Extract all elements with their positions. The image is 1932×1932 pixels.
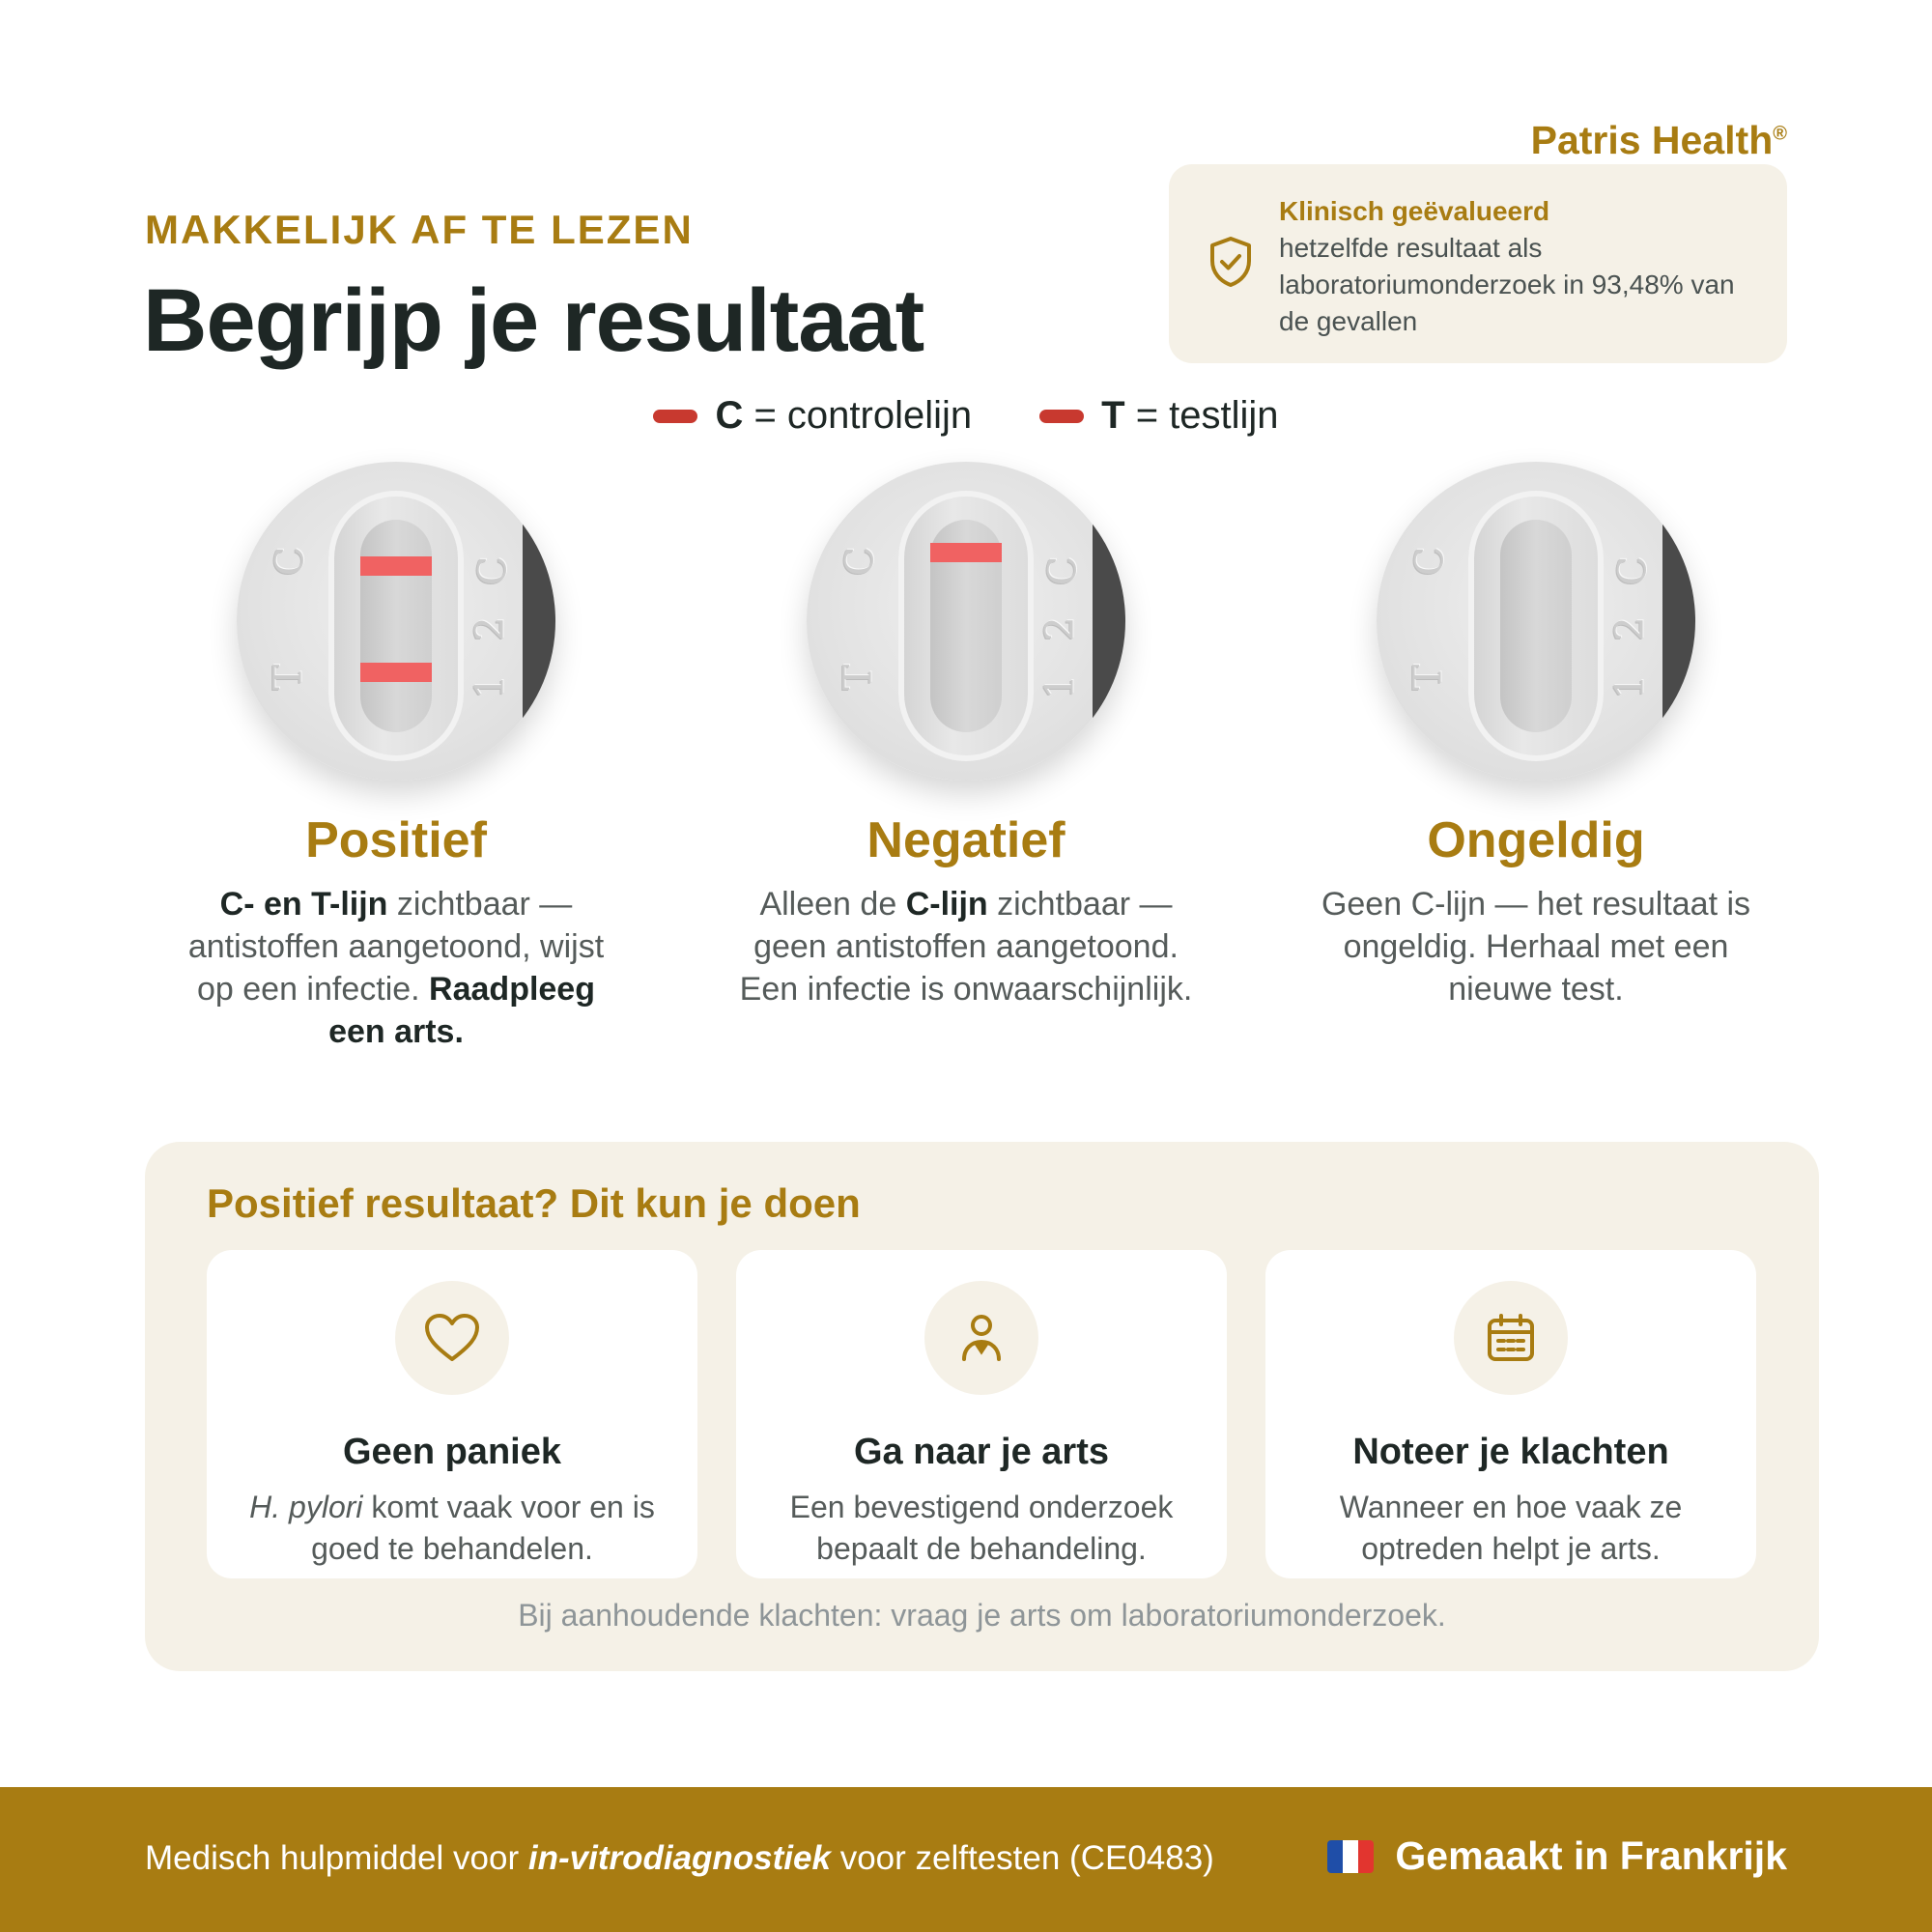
legend-control-line: C = controlelijn [653, 394, 972, 438]
result-description: Geen C-lijn — het resultaat is ongeldig. Herhaal met een nieuwe test. [1321, 886, 1751, 1008]
doctor-icon [958, 1313, 1005, 1363]
test-cassette-image: C T C 2 1 [807, 462, 1125, 781]
test-cassette-image: C T C 2 1 [1377, 462, 1695, 781]
legend-swatch [1039, 410, 1084, 423]
result-invalid [1246, 462, 1826, 1010]
brand-logo: Patris Health® [1530, 118, 1787, 162]
control-line [360, 556, 432, 576]
clinical-text: hetzelfde resultaat als laboratoriumonderzoek in 93,48% van de gevallen [1279, 233, 1735, 336]
footer-regulatory-text: Medisch hulpmiddel voor in-vitrodiagnostiek voor zelftesten (CE0483) [145, 1839, 1214, 1877]
result-title: Ongeldig [1427, 812, 1645, 868]
heart-icon [424, 1313, 480, 1363]
shield-check-icon [1208, 236, 1254, 288]
card-text: Wanneer en hoe vaak ze optreden helpt je arts. [1339, 1490, 1683, 1566]
panel-title: Positief resultaat? Dit kun je doen [207, 1180, 861, 1226]
card-title: Ga naar je arts [853, 1432, 1110, 1472]
result-description: C- en T-lijn zichtbaar — antistoffen aangetoond, wijst op een infectie. Raadpleeg een arts. [187, 886, 605, 1050]
test-cassette-image: C T C 2 1 [237, 462, 555, 781]
action-card-no-panic [207, 1250, 697, 1578]
eyebrow-label: MAKKELIJK AF TE LEZEN [145, 207, 694, 252]
result-title: Positief [305, 812, 487, 868]
clinical-badge [1169, 164, 1787, 363]
control-line [930, 543, 1002, 562]
calendar-icon [1486, 1313, 1536, 1363]
result-negative [676, 462, 1256, 1010]
clinical-title: Klinisch geëvalueerd [1279, 196, 1550, 226]
panel-note: Bij aanhoudende klachten: vraag je arts om laboratoriumonderzoek. [518, 1598, 1446, 1633]
page-title: Begrijp je resultaat [143, 271, 924, 370]
action-card-symptoms [1265, 1250, 1756, 1578]
result-description: Alleen de C-lijn zichtbaar — geen antistoffen aangetoond. Een infectie is onwaarschijnlijk. [739, 886, 1193, 1008]
card-title: Noteer je klachten [1352, 1432, 1669, 1472]
test-line [360, 663, 432, 682]
france-flag-icon [1327, 1840, 1374, 1873]
line-legend [0, 394, 1932, 438]
result-title: Negatief [867, 812, 1065, 868]
positive-actions-panel [145, 1142, 1819, 1671]
legend-swatch [653, 410, 697, 423]
legend-test-line: T = testlijn [1039, 394, 1278, 438]
made-in-france: Gemaakt in Frankrijk [1327, 1833, 1787, 1879]
footer-bar [0, 1787, 1932, 1932]
card-text: H. pylori komt vaak voor en is goed te behandelen. [249, 1490, 655, 1566]
action-card-doctor [736, 1250, 1227, 1578]
result-positive [106, 462, 686, 1053]
card-text: Een bevestigend onderzoek bepaalt de behandeling. [789, 1490, 1174, 1566]
card-title: Geen paniek [343, 1432, 561, 1472]
